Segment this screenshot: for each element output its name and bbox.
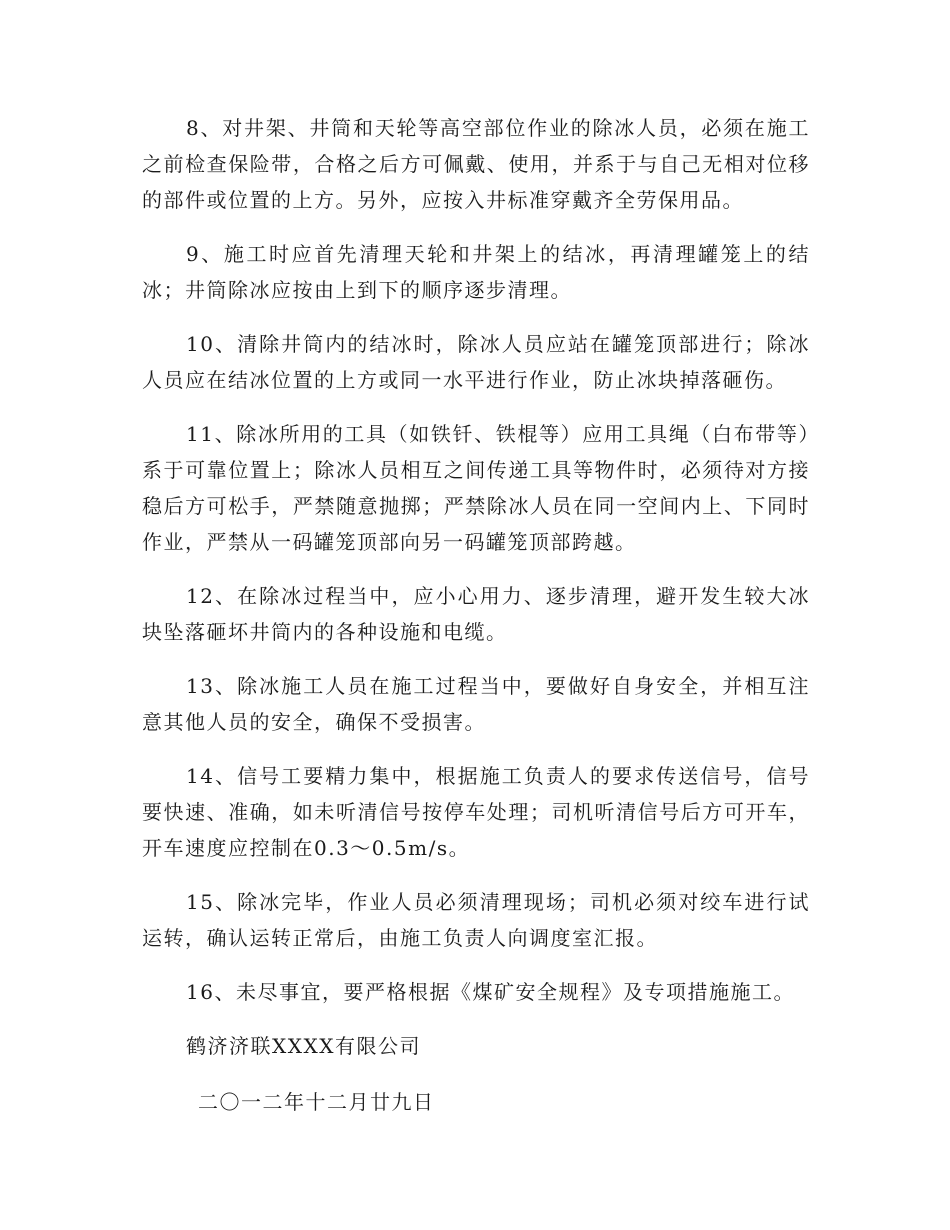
paragraph-item-8: 8、对井架、井筒和天轮等高空部位作业的除冰人员，必须在施工之前检查保险带，合格之后方可佩戴、使用，并系于与自己无相对位移的部件或位置的上方。另外，应按入井标准穿戴齐全劳保用品。 [142,116,810,212]
paragraph-item-12: 12、在除冰过程当中，应小心用力、逐步清理，避开发生较大冰块坠落砸坏井筒内的各种设施和电缆。 [142,584,810,644]
paragraph-item-9: 9、施工时应首先清理天轮和井架上的结冰，再清理罐笼上的结冰；井筒除冰应按由上到下的顺序逐步清理。 [142,242,810,302]
paragraph-item-15: 15、除冰完毕，作业人员必须清理现场；司机必须对绞车进行试运转，确认运转正常后，由施工负责人向调度室汇报。 [142,890,810,950]
paragraph-item-14: 14、信号工要精力集中，根据施工负责人的要求传送信号，信号要快速、准确，如未听清信号按停车处理；司机听清信号后方可开车，开车速度应控制在0.3～0.5m/s。 [142,764,810,860]
paragraph-item-11: 11、除冰所用的工具（如铁钎、铁棍等）应用工具绳（白布带等）系于可靠位置上；除冰人员相互之间传递工具等物件时，必须待对方接稳后方可松手，严禁随意抛掷；严禁除冰人员在同一空间内上、下同时作业，严禁从一码罐笼顶部向另一码罐笼顶部跨越。 [142,422,810,554]
paragraph-item-13: 13、除冰施工人员在施工过程当中，要做好自身安全，并相互注意其他人员的安全，确保不受损害。 [142,674,810,734]
company-signature: 鹤济济联XXXX有限公司 [186,1034,421,1058]
document-body [142,110,810,1120]
document-date: 二〇一二年十二月廿九日 [198,1090,435,1114]
paragraph-item-16: 16、未尽事宜，要严格根据《煤矿安全规程》及专项措施施工。 [186,980,795,1004]
paragraph-item-10: 10、清除井筒内的结冰时，除冰人员应站在罐笼顶部进行；除冰人员应在结冰位置的上方或同一水平进行作业，防止冰块掉落砸伤。 [142,332,810,392]
